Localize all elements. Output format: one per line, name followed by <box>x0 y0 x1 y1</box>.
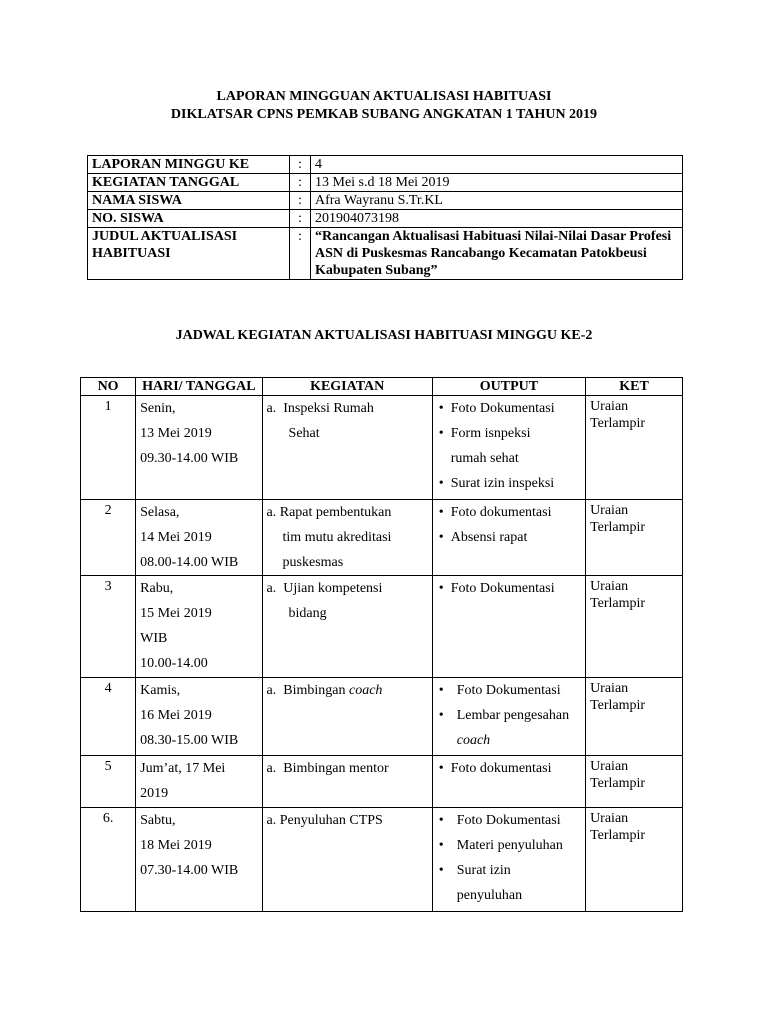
info-row <box>88 174 683 192</box>
table-row <box>81 756 683 808</box>
info-row <box>88 156 683 174</box>
ket-text: Uraian Terlampir <box>590 399 646 431</box>
info-label: LAPORAN MINGGU KE <box>88 156 290 174</box>
table-row <box>81 576 683 678</box>
row-kegiatan <box>262 500 432 576</box>
info-row <box>88 210 683 228</box>
output-item: • Foto Dokumentasi <box>437 678 581 703</box>
day-line: 16 Mei 2019 <box>140 708 212 723</box>
row-output <box>432 396 585 500</box>
kegiatan-prefix: a. <box>266 761 277 776</box>
day-line: 14 Mei 2019 <box>140 530 212 545</box>
day-line: Jum’at, 17 Mei <box>140 761 226 776</box>
kegiatan-text: Ujian kompetensi <box>283 581 383 596</box>
row-no: 2 <box>81 500 136 576</box>
row-kegiatan <box>262 678 432 756</box>
kegiatan-text: Sehat <box>288 426 320 441</box>
info-label: KEGIATAN TANGGAL <box>88 174 290 192</box>
kegiatan-text-italic: coach <box>348 683 383 698</box>
kegiatan-text: Bimbingan <box>283 683 346 698</box>
output-item: • Foto Dokumentasi <box>437 808 581 833</box>
output-item: • Foto dokumentasi <box>437 500 581 525</box>
output-item-cont: coach <box>456 733 491 748</box>
header-ket: KET <box>586 378 683 396</box>
info-colon: : <box>290 192 311 210</box>
output-item: • Form isnpeksi <box>437 421 581 446</box>
row-day <box>136 576 262 678</box>
row-output <box>432 756 585 808</box>
kegiatan-prefix: a. <box>266 581 277 596</box>
header-output: OUTPUT <box>432 378 585 396</box>
row-day <box>136 500 262 576</box>
info-value: Afra Wayranu S.Tr.KL <box>311 192 683 210</box>
kegiatan-text: puskesmas <box>282 555 344 570</box>
schedule-table <box>80 377 683 912</box>
row-day <box>136 678 262 756</box>
ket-text: Uraian Terlampir <box>590 681 646 713</box>
table-row <box>81 396 683 500</box>
output-item: • Lembar pengesahan <box>437 703 581 728</box>
day-line: 08.30-15.00 WIB <box>140 733 239 748</box>
day-line: Selasa, <box>140 505 180 520</box>
output-item: • Surat izin <box>437 858 581 883</box>
row-no: 3 <box>81 576 136 678</box>
day-line: 08.00-14.00 WIB <box>140 555 239 570</box>
info-row <box>88 228 683 280</box>
row-no: 6. <box>81 808 136 912</box>
ket-text: Uraian Terlampir <box>590 759 646 791</box>
header-day: HARI/ TANGGAL <box>136 378 262 396</box>
info-label: NAMA SISWA <box>88 192 290 210</box>
row-kegiatan <box>262 396 432 500</box>
kegiatan-text: tim mutu akreditasi <box>282 530 392 545</box>
day-line: Senin, <box>140 401 176 416</box>
kegiatan-prefix: a. <box>266 683 277 698</box>
schedule-header-row <box>81 378 683 396</box>
row-ket <box>586 756 683 808</box>
ket-text: Uraian Terlampir <box>590 579 646 611</box>
row-ket <box>586 500 683 576</box>
row-no: 4 <box>81 678 136 756</box>
row-no: 5 <box>81 756 136 808</box>
row-output <box>432 500 585 576</box>
info-label: NO. SISWA <box>88 210 290 228</box>
day-line: 09.30-14.00 WIB <box>140 451 239 466</box>
header-kegiatan: KEGIATAN <box>262 378 432 396</box>
kegiatan-prefix: a. <box>266 401 277 416</box>
info-colon: : <box>290 228 311 280</box>
info-value-title: “Rancangan Aktualisasi Habituasi Nilai-Nilai Dasar Profesi ASN di Puskesmas Rancabango Kecamatan Patokbeusi Kabupaten Subang” <box>311 228 683 280</box>
day-line: Sabtu, <box>140 813 176 828</box>
output-item: • Absensi rapat <box>437 525 581 550</box>
row-kegiatan <box>262 808 432 912</box>
info-row <box>88 192 683 210</box>
kegiatan-text: bidang <box>288 606 327 621</box>
row-day <box>136 756 262 808</box>
output-item-cont: penyuluhan <box>456 888 523 903</box>
kegiatan-text: Rapat pembentukan <box>279 505 392 520</box>
table-row <box>81 678 683 756</box>
output-item: • Materi penyuluhan <box>437 833 581 858</box>
day-line: WIB <box>140 631 168 646</box>
day-line: 2019 <box>140 786 169 801</box>
schedule-title: JADWAL KEGIATAN AKTUALISASI HABITUASI MINGGU KE-2 <box>175 328 593 343</box>
row-kegiatan <box>262 576 432 678</box>
row-day <box>136 396 262 500</box>
info-value: 4 <box>311 156 683 174</box>
ket-text: Uraian Terlampir <box>590 503 646 535</box>
table-row <box>81 808 683 912</box>
day-line: 10.00-14.00 <box>140 656 208 671</box>
day-line: 18 Mei 2019 <box>140 838 212 853</box>
day-line: 15 Mei 2019 <box>140 606 212 621</box>
row-output <box>432 808 585 912</box>
kegiatan-text: Penyuluhan CTPS <box>279 813 383 828</box>
row-ket <box>586 678 683 756</box>
row-no: 1 <box>81 396 136 500</box>
output-item-cont: rumah sehat <box>450 451 519 466</box>
kegiatan-text: Inspeksi Rumah <box>283 401 374 416</box>
row-ket <box>586 576 683 678</box>
row-kegiatan <box>262 756 432 808</box>
row-output <box>432 678 585 756</box>
info-label: JUDUL AKTUALISASI HABITUASI <box>88 228 290 280</box>
info-colon: : <box>290 174 311 192</box>
row-day <box>136 808 262 912</box>
row-output <box>432 576 585 678</box>
info-colon: : <box>290 156 311 174</box>
kegiatan-prefix: a. <box>266 813 277 828</box>
header-no: NO <box>81 378 136 396</box>
output-item: • Foto dokumentasi <box>437 756 581 781</box>
kegiatan-text: Bimbingan mentor <box>283 761 389 776</box>
day-line: Rabu, <box>140 581 174 596</box>
info-colon: : <box>290 210 311 228</box>
row-ket <box>586 808 683 912</box>
day-line: 07.30-14.00 WIB <box>140 863 239 878</box>
report-title-line1: LAPORAN MINGGUAN AKTUALISASI HABITUASI <box>216 89 552 104</box>
day-line: Kamis, <box>140 683 181 698</box>
day-line: 13 Mei 2019 <box>140 426 212 441</box>
ket-text: Uraian Terlampir <box>590 811 646 843</box>
report-info-table <box>87 155 683 280</box>
table-row <box>81 500 683 576</box>
info-value: 13 Mei s.d 18 Mei 2019 <box>311 174 683 192</box>
output-item: • Foto Dokumentasi <box>437 576 581 601</box>
info-value: 201904073198 <box>311 210 683 228</box>
row-ket <box>586 396 683 500</box>
report-title-line2: DIKLATSAR CPNS PEMKAB SUBANG ANGKATAN 1 TAHUN 2019 <box>170 107 598 122</box>
output-item: • Surat izin inspeksi <box>437 471 581 496</box>
output-item: • Foto Dokumentasi <box>437 396 581 421</box>
kegiatan-prefix: a. <box>266 505 277 520</box>
